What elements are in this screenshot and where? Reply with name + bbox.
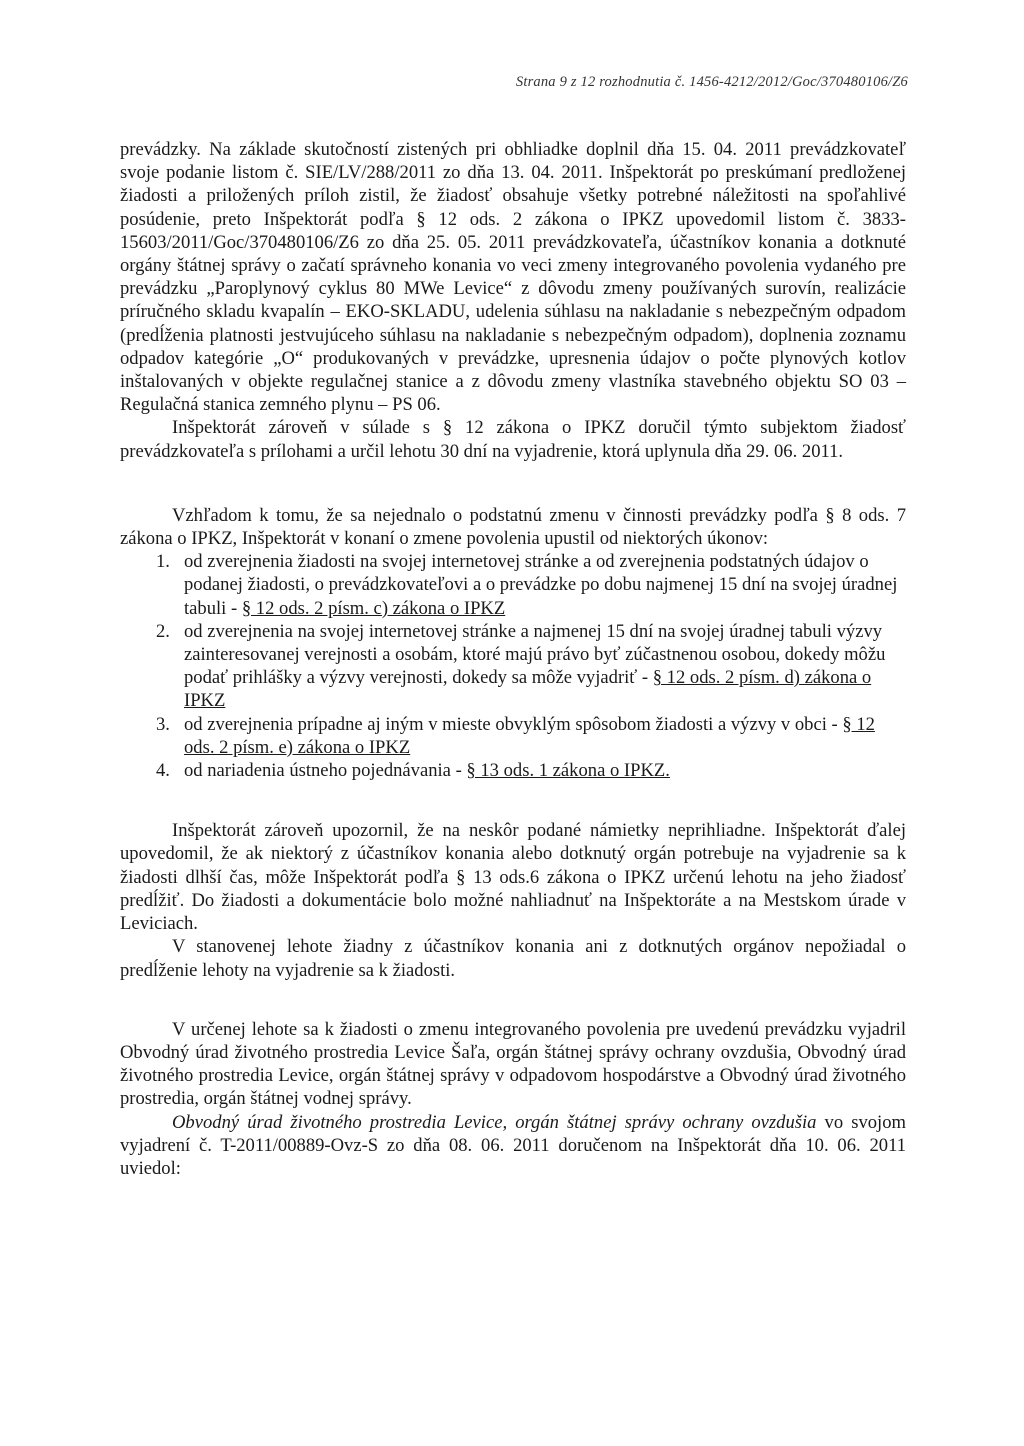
omitted-steps-list — [120, 550, 906, 782]
list-item — [120, 550, 906, 620]
list-item — [120, 713, 906, 759]
page-header-reference: Strana 9 z 12 rozhodnutia č. 1456-4212/2012/Goc/370480106/Z6 — [515, 74, 908, 90]
list-item — [120, 620, 906, 713]
authority-statement-text: vo svojom vyjadrení č. T-2011/00889-Ovz-S zo dňa 08. 06. 2011 doručenom na Inšpektorát dňa 10. 06. 2011 uviedol: — [120, 1111, 906, 1179]
list-item-legal-ref: § 12 ods. 2 písm. c) zákona o IPKZ — [241, 597, 506, 619]
authority-name-italic: Obvodný úrad životného prostredia Levice, orgán štátnej správy ochrany ovzdušia — [172, 1111, 817, 1133]
list-item-text: od nariadenia ústneho pojednávania - — [184, 760, 467, 782]
document-body — [120, 138, 906, 1180]
list-item-legal-ref: § 12 ods. 2 písm. d) zákona o IPKZ — [184, 667, 872, 712]
paragraph-delivery: Inšpektorát zároveň v súlade s § 12 zákona o IPKZ doručil týmto subjektom žiadosť prevádzkovateľa s prílohami a určil lehotu 30 dní na vyjadrenie, ktorá uplynula dňa 29. 06. 2011. — [120, 417, 906, 462]
list-item-text: od zverejnenia na svojej internetovej stránke a najmenej 15 dní na svojej úradnej tabuli výzvy zainteresovanej verejnosti a osobám, ktoré majú právo byť zúčastnenou osobou, dokedy môžu podať prihlášky a výzvy verejnosti, dokedy sa môže vyjadriť - — [184, 620, 886, 689]
list-item-number: 2. — [156, 620, 170, 642]
list-item-number: 1. — [156, 551, 170, 573]
paragraph-procedure-start: prevádzky. Na základe skutočností zistených pri obhliadke doplnil dňa 15. 04. 2011 prevádzkovateľ svoje podanie listom č. SIE/LV/288/2011 zo dňa 13. 04. 2011. Inšpektorát po preskúmaní predloženej žiadosti a priložených príloh zistil, že žiadosť obsahuje všetky potrebné náležitosti na spoľahlivé posúdenie, preto Inšpektorát podľa § 12 ods. 2 zákona o IPKZ upovedomil listom č. 3833-15603/2011/Goc/370480106/Z6 zo dňa 25. 05. 2011 prevádzkovateľa, účastníkov konania a dotknuté orgány štátnej správy o začatí správneho konania vo veci zmeny integrovaného povolenia vydaného pre prevádzku „Paroplynový cyklus 80 MWe Levice“ z dôvodu zmeny používaných surovín, realizácie príručného skladu kvapalín – EKO-SKLADU, udelenia súhlasu na nakladanie s nebezpečným odpadom (predĺženia platnosti jestvujúceho súhlasu na nakladanie s nebezpečným odpadom), doplnenia zoznamu odpadov kategórie „O“ produkovaných v prevádzke, upresnenia údajov o počte plynových kotlov inštalovaných v objekte regulačnej stanice a z dôvodu zmeny vlastníka stavebného objektu SO 03 – Regulačná stanica zemného plynu – PS 06. — [120, 139, 906, 416]
paragraph-statements-received: V určenej lehote sa k žiadosti o zmenu integrovaného povolenia pre uvedenú prevádzku vyjadril Obvodný úrad životného prostredia Levice Šaľa, orgán štátnej správy ochrany ovzdušia, Obvodný úrad životného prostredia Levice, orgán štátnej správy v odpadovom hospodárstve a Obvodný úrad životného prostredia, orgán štátnej vodnej správy. — [120, 1018, 906, 1110]
spacer — [120, 463, 906, 504]
paragraph-objections-notice: Inšpektorát zároveň upozornil, že na neskôr podané námietky neprihliadne. Inšpektorát ďalej upovedomil, že ak niektorý z účastníkov konania alebo dotknutý orgán potrebuje na vyjadrenie sa k žiadosti dlhší čas, môže Inšpektorát podľa § 13 ods.6 zákona o IPKZ určenú lehotu na jeho žiadosť predĺžiť. Do žiadosti a dokumentácie bolo možné nahliadnuť na Inšpektoráte a na Mestskom úrade v Leviciach. — [120, 820, 906, 935]
spacer — [120, 782, 906, 819]
spacer — [120, 982, 906, 1018]
list-item — [120, 759, 906, 782]
list-item-text: od zverejnenia žiadosti na svojej internetovej stránke a od zverejnenia podstatných údajov o podanej žiadosti, o prevádzkovateľovi a o prevádzke po dobu najmenej 15 dní na svojej úradnej tabuli - — [184, 551, 898, 619]
paragraph-air-authority-statement — [120, 1111, 906, 1181]
paragraph-omitted-steps-intro: Vzhľadom k tomu, že sa nejednalo o podstatnú zmenu v činnosti prevádzky podľa § 8 ods. 7 zákona o IPKZ, Inšpektorát v konaní o zmene povolenia upustil od niektorých úkonov: — [120, 504, 906, 550]
paragraph-no-extension: V stanovenej lehote žiadny z účastníkov konania ani z dotknutých orgánov nepožiadal o predĺženie lehoty na vyjadrenie sa k žiadosti. — [120, 936, 906, 981]
list-item-text: od zverejnenia prípadne aj iným v mieste obvyklým spôsobom žiadosti a výzvy v obci - — [184, 713, 843, 735]
list-item-legal-ref: § 13 ods. 1 zákona o IPKZ. — [466, 760, 670, 782]
list-item-number: 4. — [156, 760, 170, 782]
list-item-number: 3. — [156, 713, 170, 735]
list-item-legal-ref: § 12 ods. 2 písm. e) zákona o IPKZ — [184, 713, 875, 758]
